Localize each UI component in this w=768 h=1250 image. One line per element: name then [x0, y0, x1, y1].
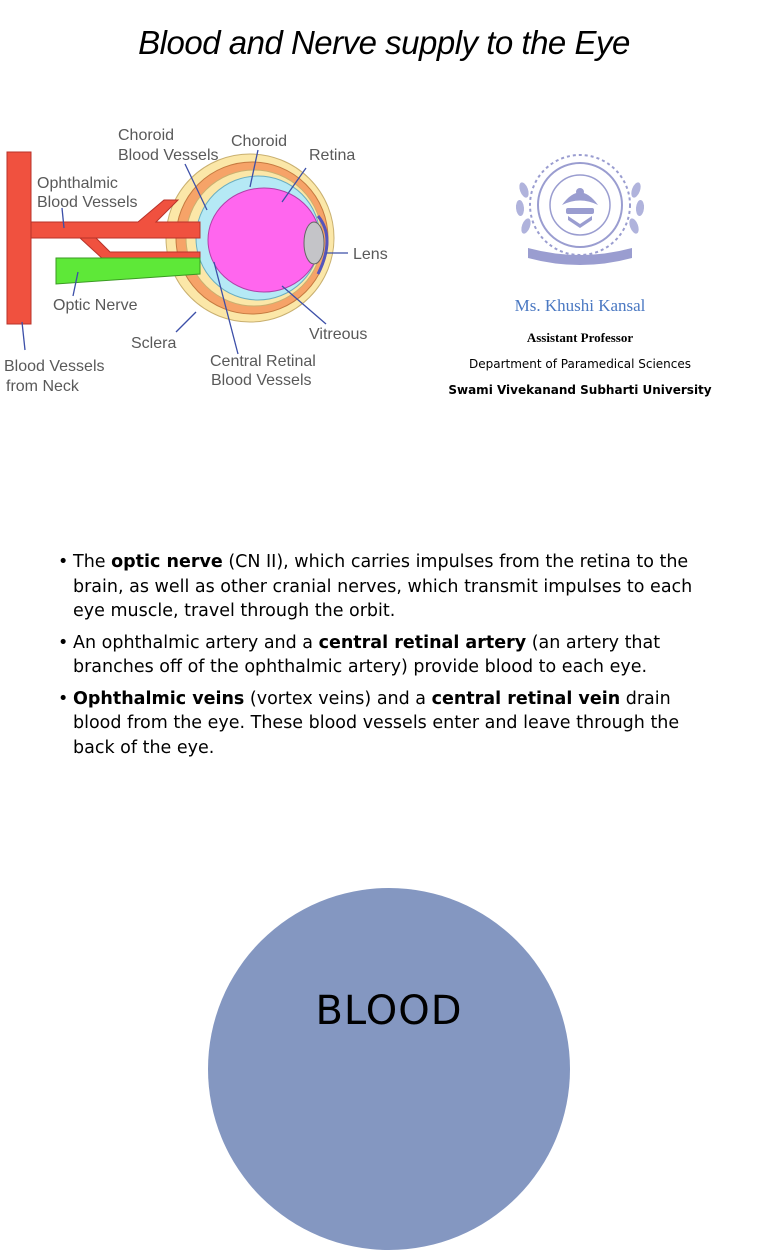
- neck-blood-vessel: [7, 152, 31, 324]
- author-name: Ms. Khushi Kansal: [514, 296, 646, 315]
- label-neck-1: Blood Vessels: [4, 358, 105, 375]
- blood-circle-label: BLOOD: [315, 988, 463, 1034]
- label-lens: Lens: [353, 246, 388, 263]
- label-choroid-vessels-1: Choroid: [118, 127, 175, 144]
- bullet-item: • An ophthalmic artery and a central retinal artery (an artery that branches off of the ophthalmic artery) provide blood to each eye.: [58, 631, 718, 680]
- label-sclera: Sclera: [131, 335, 177, 352]
- leader-neck: [22, 322, 25, 350]
- label-ophthalmic-1: Ophthalmic: [37, 175, 118, 192]
- author-role: Assistant Professor: [526, 330, 634, 345]
- blood-circle: [208, 888, 570, 1250]
- label-ophthalmic-2: Blood Vessels: [37, 194, 138, 211]
- label-central-retinal-1: Central Retinal: [210, 353, 316, 370]
- bullet-item: • The optic nerve (CN II), which carries impulses from the retina to the brain, as well as other cranial nerves, which transmit impulses to each eye muscle, travel through the orbit.: [58, 550, 718, 624]
- label-retina: Retina: [309, 147, 356, 164]
- university-seal-icon: [510, 150, 650, 280]
- vitreous-body: [208, 188, 320, 292]
- label-central-retinal-2: Blood Vessels: [211, 372, 312, 389]
- label-optic-nerve: Optic Nerve: [53, 297, 138, 314]
- bullet-list: [58, 550, 718, 767]
- bullet-item: • Ophthalmic veins (vortex veins) and a central retinal vein drain blood from the eye. These blood vessels enter and leave through the back of the eye.: [58, 687, 718, 761]
- eye-anatomy-diagram: [0, 110, 410, 410]
- lens-shape: [304, 222, 324, 264]
- page-title: Blood and Nerve supply to the Eye: [138, 24, 630, 61]
- author-department: Department of Paramedical Sciences: [468, 357, 692, 371]
- author-university: Swami Vivekanand Subharti University: [448, 383, 712, 397]
- label-choroid-vessels-2: Blood Vessels: [118, 147, 219, 164]
- label-vitreous: Vitreous: [309, 326, 368, 343]
- label-choroid: Choroid: [231, 133, 288, 150]
- label-neck-2: from Neck: [6, 378, 79, 395]
- leader-sclera: [176, 312, 196, 332]
